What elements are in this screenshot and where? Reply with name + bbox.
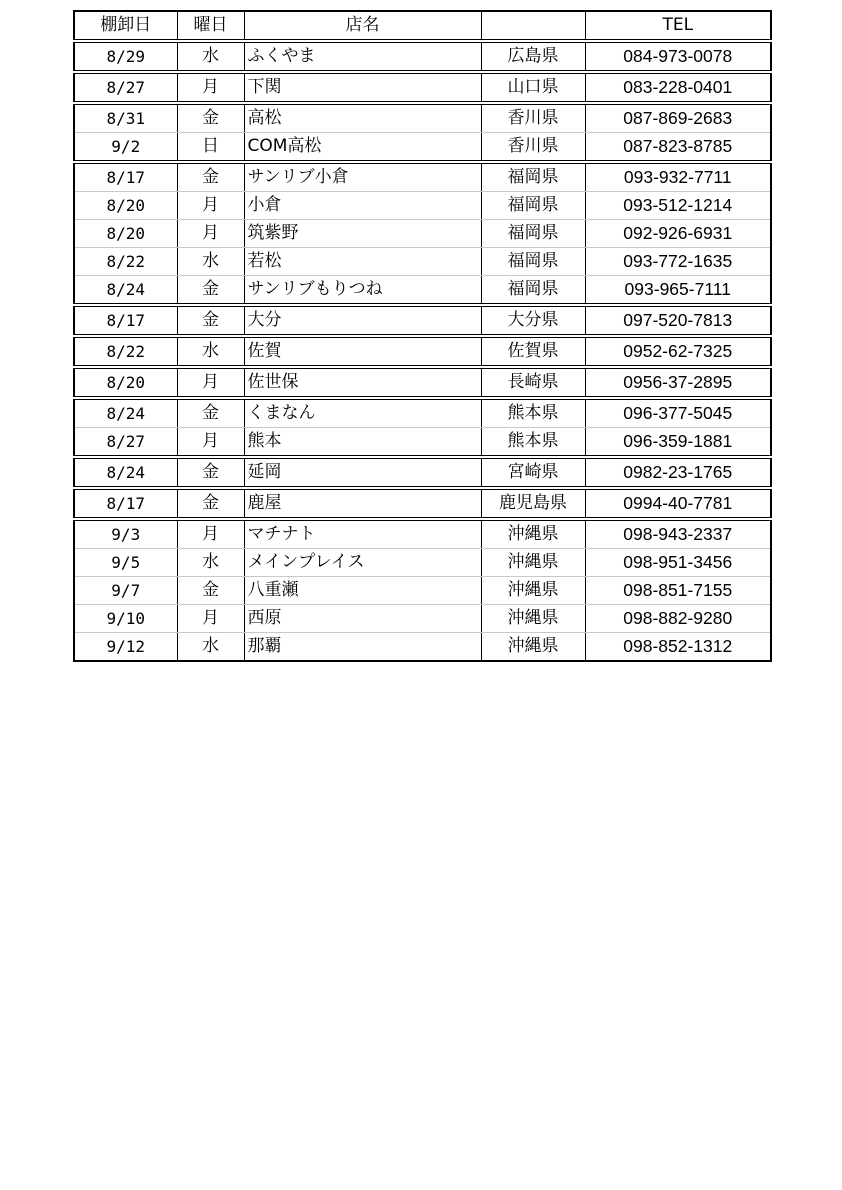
cell-day: 金 [177,276,244,306]
header-row [74,11,771,41]
table-row [74,336,771,367]
cell-date: 9/5 [74,549,177,577]
cell-store-name: 那覇 [244,633,481,662]
cell-day: 水 [177,549,244,577]
cell-date: 8/29 [74,41,177,72]
cell-prefecture: 香川県 [481,103,585,133]
cell-day: 金 [177,305,244,336]
cell-date: 8/24 [74,276,177,306]
cell-day: 日 [177,133,244,163]
cell-store-name: くまなん [244,398,481,428]
cell-store-name: 八重瀬 [244,577,481,605]
cell-store-name: 延岡 [244,457,481,488]
cell-tel: 093-772-1635 [585,248,771,276]
cell-prefecture: 沖縄県 [481,519,585,549]
cell-date: 8/31 [74,103,177,133]
cell-day: 金 [177,103,244,133]
cell-day: 月 [177,605,244,633]
cell-tel: 087-869-2683 [585,103,771,133]
cell-tel: 0982-23-1765 [585,457,771,488]
cell-prefecture: 福岡県 [481,220,585,248]
cell-day: 水 [177,41,244,72]
cell-prefecture: 福岡県 [481,162,585,192]
cell-tel: 097-520-7813 [585,305,771,336]
cell-tel: 096-377-5045 [585,398,771,428]
cell-day: 金 [177,162,244,192]
cell-day: 金 [177,577,244,605]
cell-prefecture: 沖縄県 [481,577,585,605]
cell-date: 8/24 [74,398,177,428]
cell-prefecture: 福岡県 [481,276,585,306]
cell-prefecture: 佐賀県 [481,336,585,367]
cell-store-name: 佐世保 [244,367,481,398]
cell-prefecture: 鹿児島県 [481,488,585,519]
table-row [74,519,771,549]
cell-day: 水 [177,633,244,662]
table-row [74,72,771,103]
cell-tel: 093-965-7111 [585,276,771,306]
cell-prefecture: 熊本県 [481,398,585,428]
cell-prefecture: 長崎県 [481,367,585,398]
cell-date: 9/3 [74,519,177,549]
cell-date: 9/10 [74,605,177,633]
header-store-name: 店名 [244,11,481,41]
cell-prefecture: 大分県 [481,305,585,336]
cell-tel: 093-512-1214 [585,192,771,220]
cell-tel: 0952-62-7325 [585,336,771,367]
cell-prefecture: 沖縄県 [481,605,585,633]
cell-store-name: 佐賀 [244,336,481,367]
header-day: 曜日 [177,11,244,41]
table-row [74,192,771,220]
cell-store-name: ふくやま [244,41,481,72]
cell-tel: 098-882-9280 [585,605,771,633]
cell-date: 8/20 [74,192,177,220]
cell-day: 月 [177,220,244,248]
header-tel: TEL [585,11,771,41]
cell-prefecture: 山口県 [481,72,585,103]
table-row [74,162,771,192]
cell-store-name: メインプレイス [244,549,481,577]
cell-date: 8/22 [74,336,177,367]
cell-prefecture: 宮崎県 [481,457,585,488]
cell-tel: 098-851-7155 [585,577,771,605]
cell-prefecture: 香川県 [481,133,585,163]
cell-tel: 098-951-3456 [585,549,771,577]
cell-date: 9/12 [74,633,177,662]
header-prefecture [481,11,585,41]
cell-store-name: 鹿屋 [244,488,481,519]
cell-store-name: 若松 [244,248,481,276]
cell-prefecture: 広島県 [481,41,585,72]
inventory-schedule-table [73,10,772,662]
cell-date: 9/7 [74,577,177,605]
table-row [74,633,771,662]
inventory-schedule-sheet [73,10,770,662]
cell-tel: 093-932-7711 [585,162,771,192]
cell-day: 月 [177,192,244,220]
table-row [74,605,771,633]
cell-tel: 0994-40-7781 [585,488,771,519]
cell-date: 8/27 [74,428,177,458]
table-row [74,488,771,519]
cell-store-name: マチナト [244,519,481,549]
table-row [74,305,771,336]
cell-day: 金 [177,488,244,519]
cell-store-name: 高松 [244,103,481,133]
cell-date: 8/27 [74,72,177,103]
table-row [74,41,771,72]
table-row [74,428,771,458]
cell-store-name: 熊本 [244,428,481,458]
cell-tel: 084-973-0078 [585,41,771,72]
cell-store-name: 下関 [244,72,481,103]
cell-tel: 092-926-6931 [585,220,771,248]
cell-day: 水 [177,336,244,367]
cell-prefecture: 福岡県 [481,248,585,276]
table-row [74,133,771,163]
cell-day: 金 [177,457,244,488]
cell-date: 8/20 [74,367,177,398]
table-row [74,220,771,248]
table-row [74,457,771,488]
table-row [74,103,771,133]
cell-tel: 098-852-1312 [585,633,771,662]
cell-prefecture: 沖縄県 [481,633,585,662]
cell-date: 8/17 [74,162,177,192]
cell-day: 月 [177,428,244,458]
cell-prefecture: 福岡県 [481,192,585,220]
table-row [74,367,771,398]
cell-store-name: 西原 [244,605,481,633]
cell-day: 月 [177,519,244,549]
cell-prefecture: 沖縄県 [481,549,585,577]
cell-tel: 083-228-0401 [585,72,771,103]
cell-tel: 098-943-2337 [585,519,771,549]
table-row [74,276,771,306]
header-date: 棚卸日 [74,11,177,41]
table-row [74,248,771,276]
cell-store-name: サンリブ小倉 [244,162,481,192]
table-row [74,577,771,605]
cell-date: 8/17 [74,488,177,519]
cell-day: 水 [177,248,244,276]
cell-date: 8/22 [74,248,177,276]
cell-store-name: 筑紫野 [244,220,481,248]
cell-prefecture: 熊本県 [481,428,585,458]
cell-store-name: サンリブもりつね [244,276,481,306]
cell-day: 金 [177,398,244,428]
cell-tel: 0956-37-2895 [585,367,771,398]
cell-store-name: 大分 [244,305,481,336]
cell-day: 月 [177,367,244,398]
cell-store-name: 小倉 [244,192,481,220]
cell-date: 9/2 [74,133,177,163]
table-row [74,398,771,428]
cell-tel: 087-823-8785 [585,133,771,163]
cell-store-name: COM高松 [244,133,481,163]
cell-date: 8/17 [74,305,177,336]
table-row [74,549,771,577]
cell-day: 月 [177,72,244,103]
cell-tel: 096-359-1881 [585,428,771,458]
cell-date: 8/20 [74,220,177,248]
cell-date: 8/24 [74,457,177,488]
